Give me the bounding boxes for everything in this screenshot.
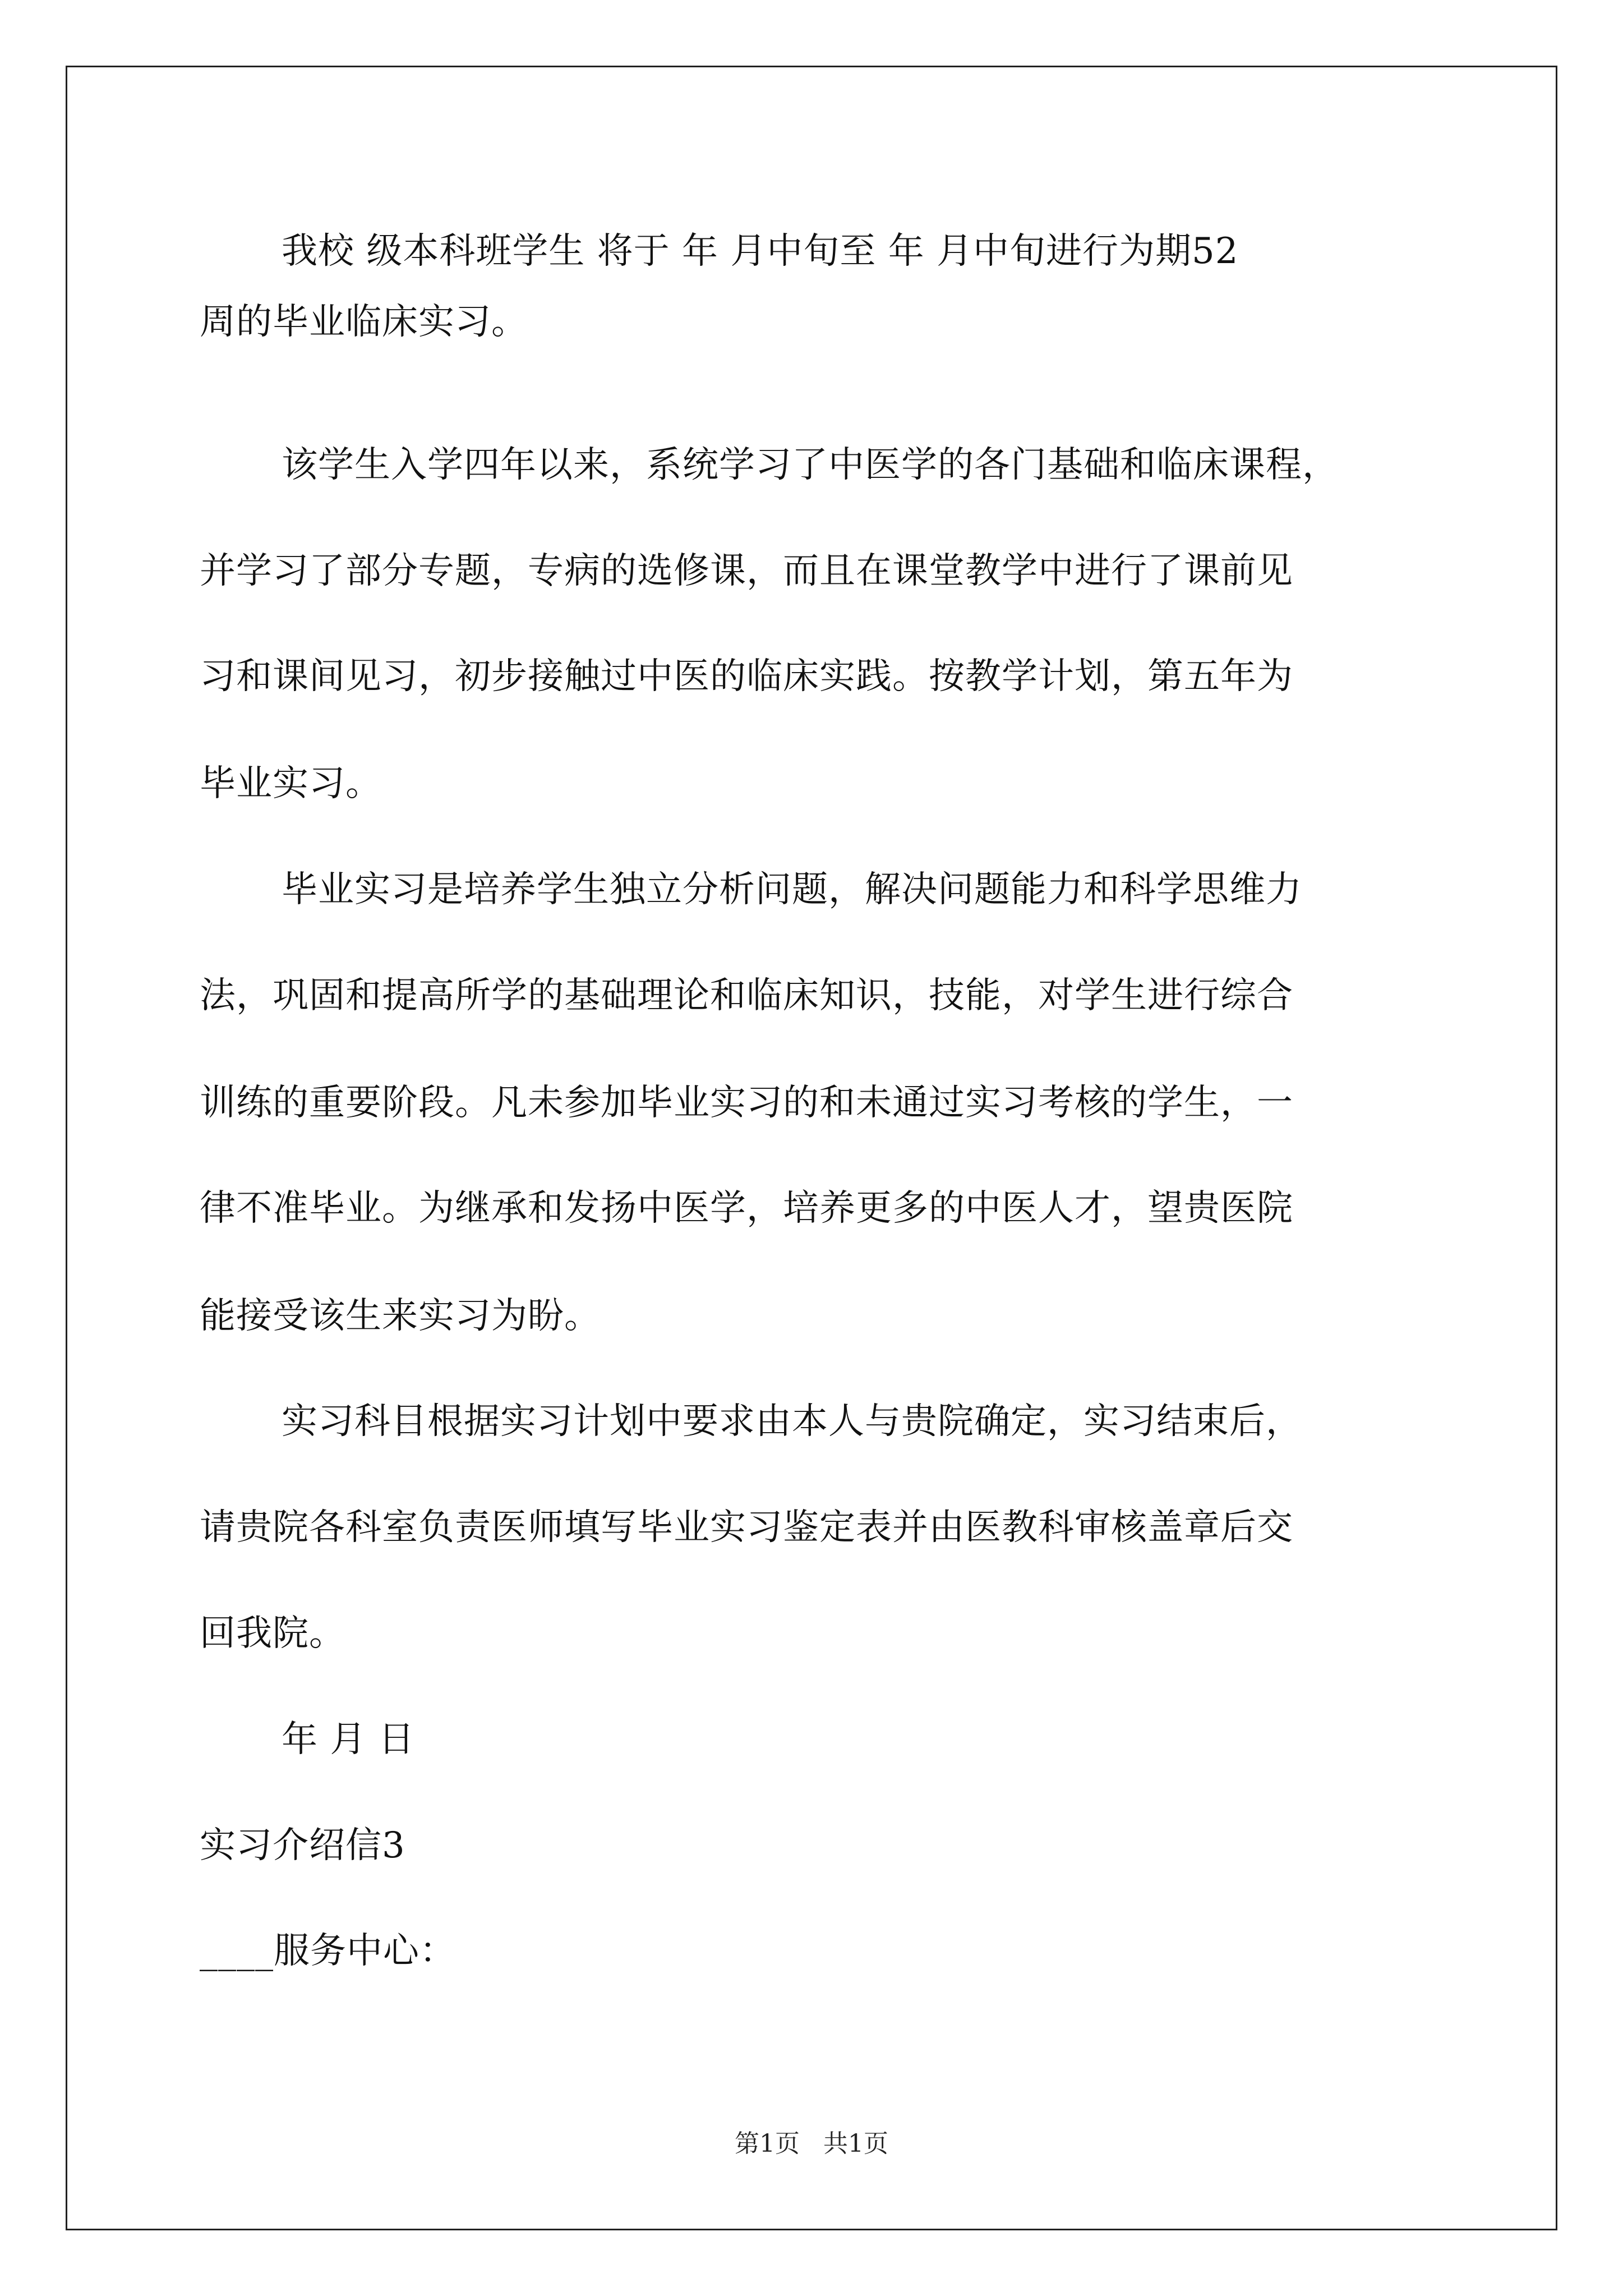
text-line: 律不准毕业。为继承和发扬中医学，培养更多的中医人才，望贵医院: [200, 1188, 1293, 1229]
text-line: 并学习了部分专题，专病的选修课，而且在课堂教学中进行了课前见: [200, 550, 1293, 592]
text-line: 习和课间见习，初步接触过中医的临床实践。按教学计划，第五年为: [200, 656, 1293, 697]
text-line: 我校 级本科班学生 将于 年 月中旬至 年 月中旬进行为期52: [282, 231, 1239, 272]
text-line: 周的毕业临床实习。: [200, 301, 528, 343]
text-line: 毕业实习是培养学生独立分析问题，解决问题能力和科学思维力: [282, 869, 1302, 910]
text-line: 能接受该生来实习为盼。: [200, 1295, 601, 1337]
text-line: 毕业实习。: [200, 763, 382, 804]
section-title: 实习介绍信3: [200, 1825, 405, 1866]
text-line: 训练的重要阶段。凡未参加毕业实习的和未通过实习考核的学生，一: [200, 1082, 1293, 1124]
text-line: 法，巩固和提高所学的基础理论和临床知识，技能，对学生进行综合: [200, 975, 1293, 1016]
page-border: [66, 66, 1557, 2230]
date-line: 年 月 日: [282, 1719, 415, 1760]
text-line: 请贵院各科室负责医师填写毕业实习鉴定表并由医教科审核盖章后交: [200, 1507, 1293, 1548]
text-line: 该学生入学四年以来，系统学习了中医学的各门基础和临床课程，: [282, 444, 1339, 486]
text-line: 实习科目根据实习计划中要求由本人与贵院确定，实习结束后，: [282, 1401, 1302, 1442]
page-footer: 第1页 共1页: [735, 2129, 888, 2158]
salutation: ____服务中心：: [200, 1930, 456, 1972]
text-line: 回我院。: [200, 1613, 345, 1654]
